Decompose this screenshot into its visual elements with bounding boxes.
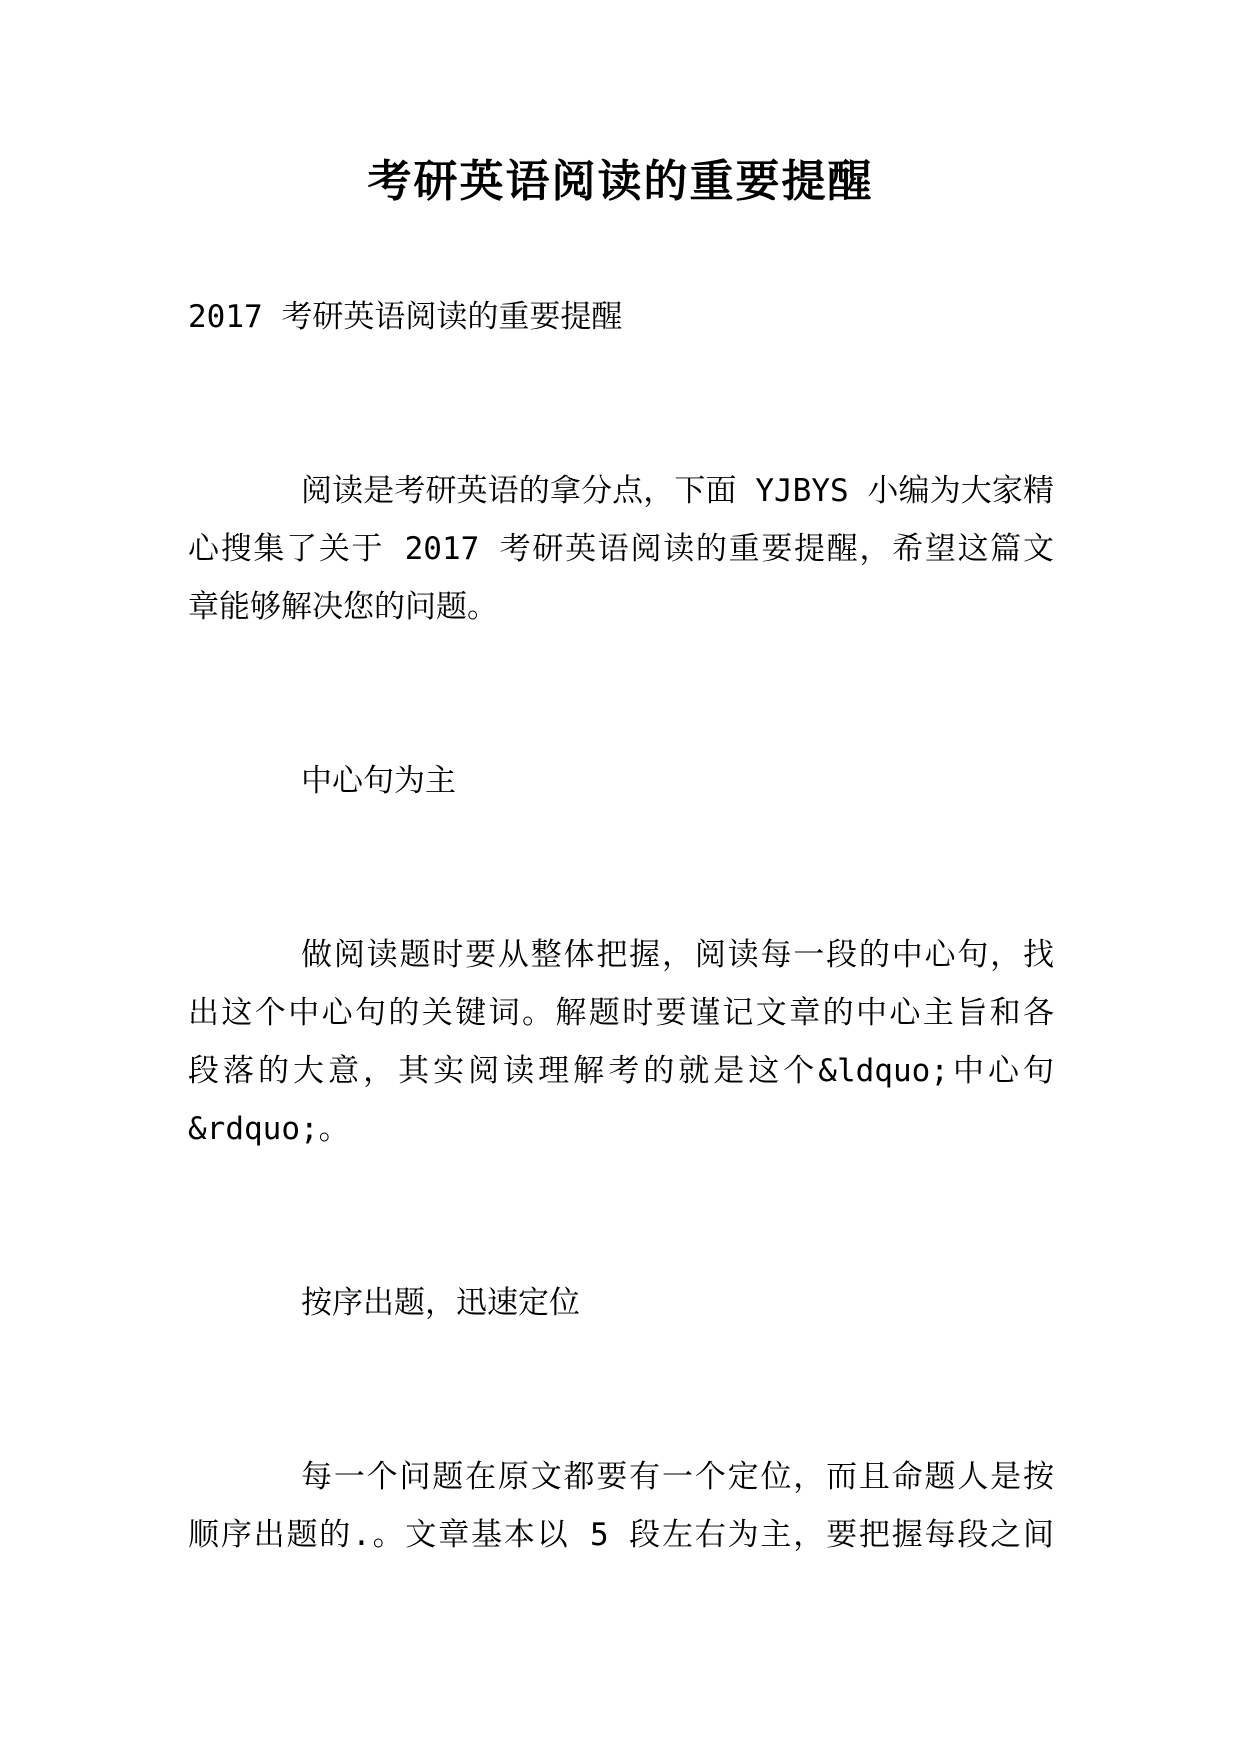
paragraph-3-line-2: 顺序出题的.。文章基本以 5 段左右为主，要把握每段之间 bbox=[188, 1517, 1054, 1553]
paragraph-2-line-2: 出这个中心句的关键词。解题时要谨记文章的中心主旨和各 bbox=[188, 995, 1054, 1031]
document-subtitle: 2017 考研英语阅读的重要提醒 bbox=[188, 299, 623, 335]
paragraph-1-line-2: 心搜集了关于 2017 考研英语阅读的重要提醒，希望这篇文 bbox=[188, 531, 1054, 567]
paragraph-2-line-1: 做阅读题时要从整体把握，阅读每一段的中心句，找 bbox=[301, 937, 1054, 973]
paragraph-2-line-3: 段落的大意，其实阅读理解考的就是这个&ldquo;中心句 bbox=[188, 1053, 1054, 1089]
section-heading-2: 按序出题，迅速定位 bbox=[301, 1285, 580, 1321]
paragraph-2-line-4: &rdquo;。 bbox=[188, 1111, 350, 1147]
paragraph-1-line-3: 章能够解决您的问题。 bbox=[188, 589, 498, 625]
document-title: 考研英语阅读的重要提醒 bbox=[367, 156, 874, 207]
paragraph-1-line-1: 阅读是考研英语的拿分点，下面 YJBYS 小编为大家精 bbox=[301, 473, 1054, 509]
section-heading-1: 中心句为主 bbox=[301, 763, 456, 799]
paragraph-3-line-1: 每一个问题在原文都要有一个定位，而且命题人是按 bbox=[301, 1459, 1054, 1495]
